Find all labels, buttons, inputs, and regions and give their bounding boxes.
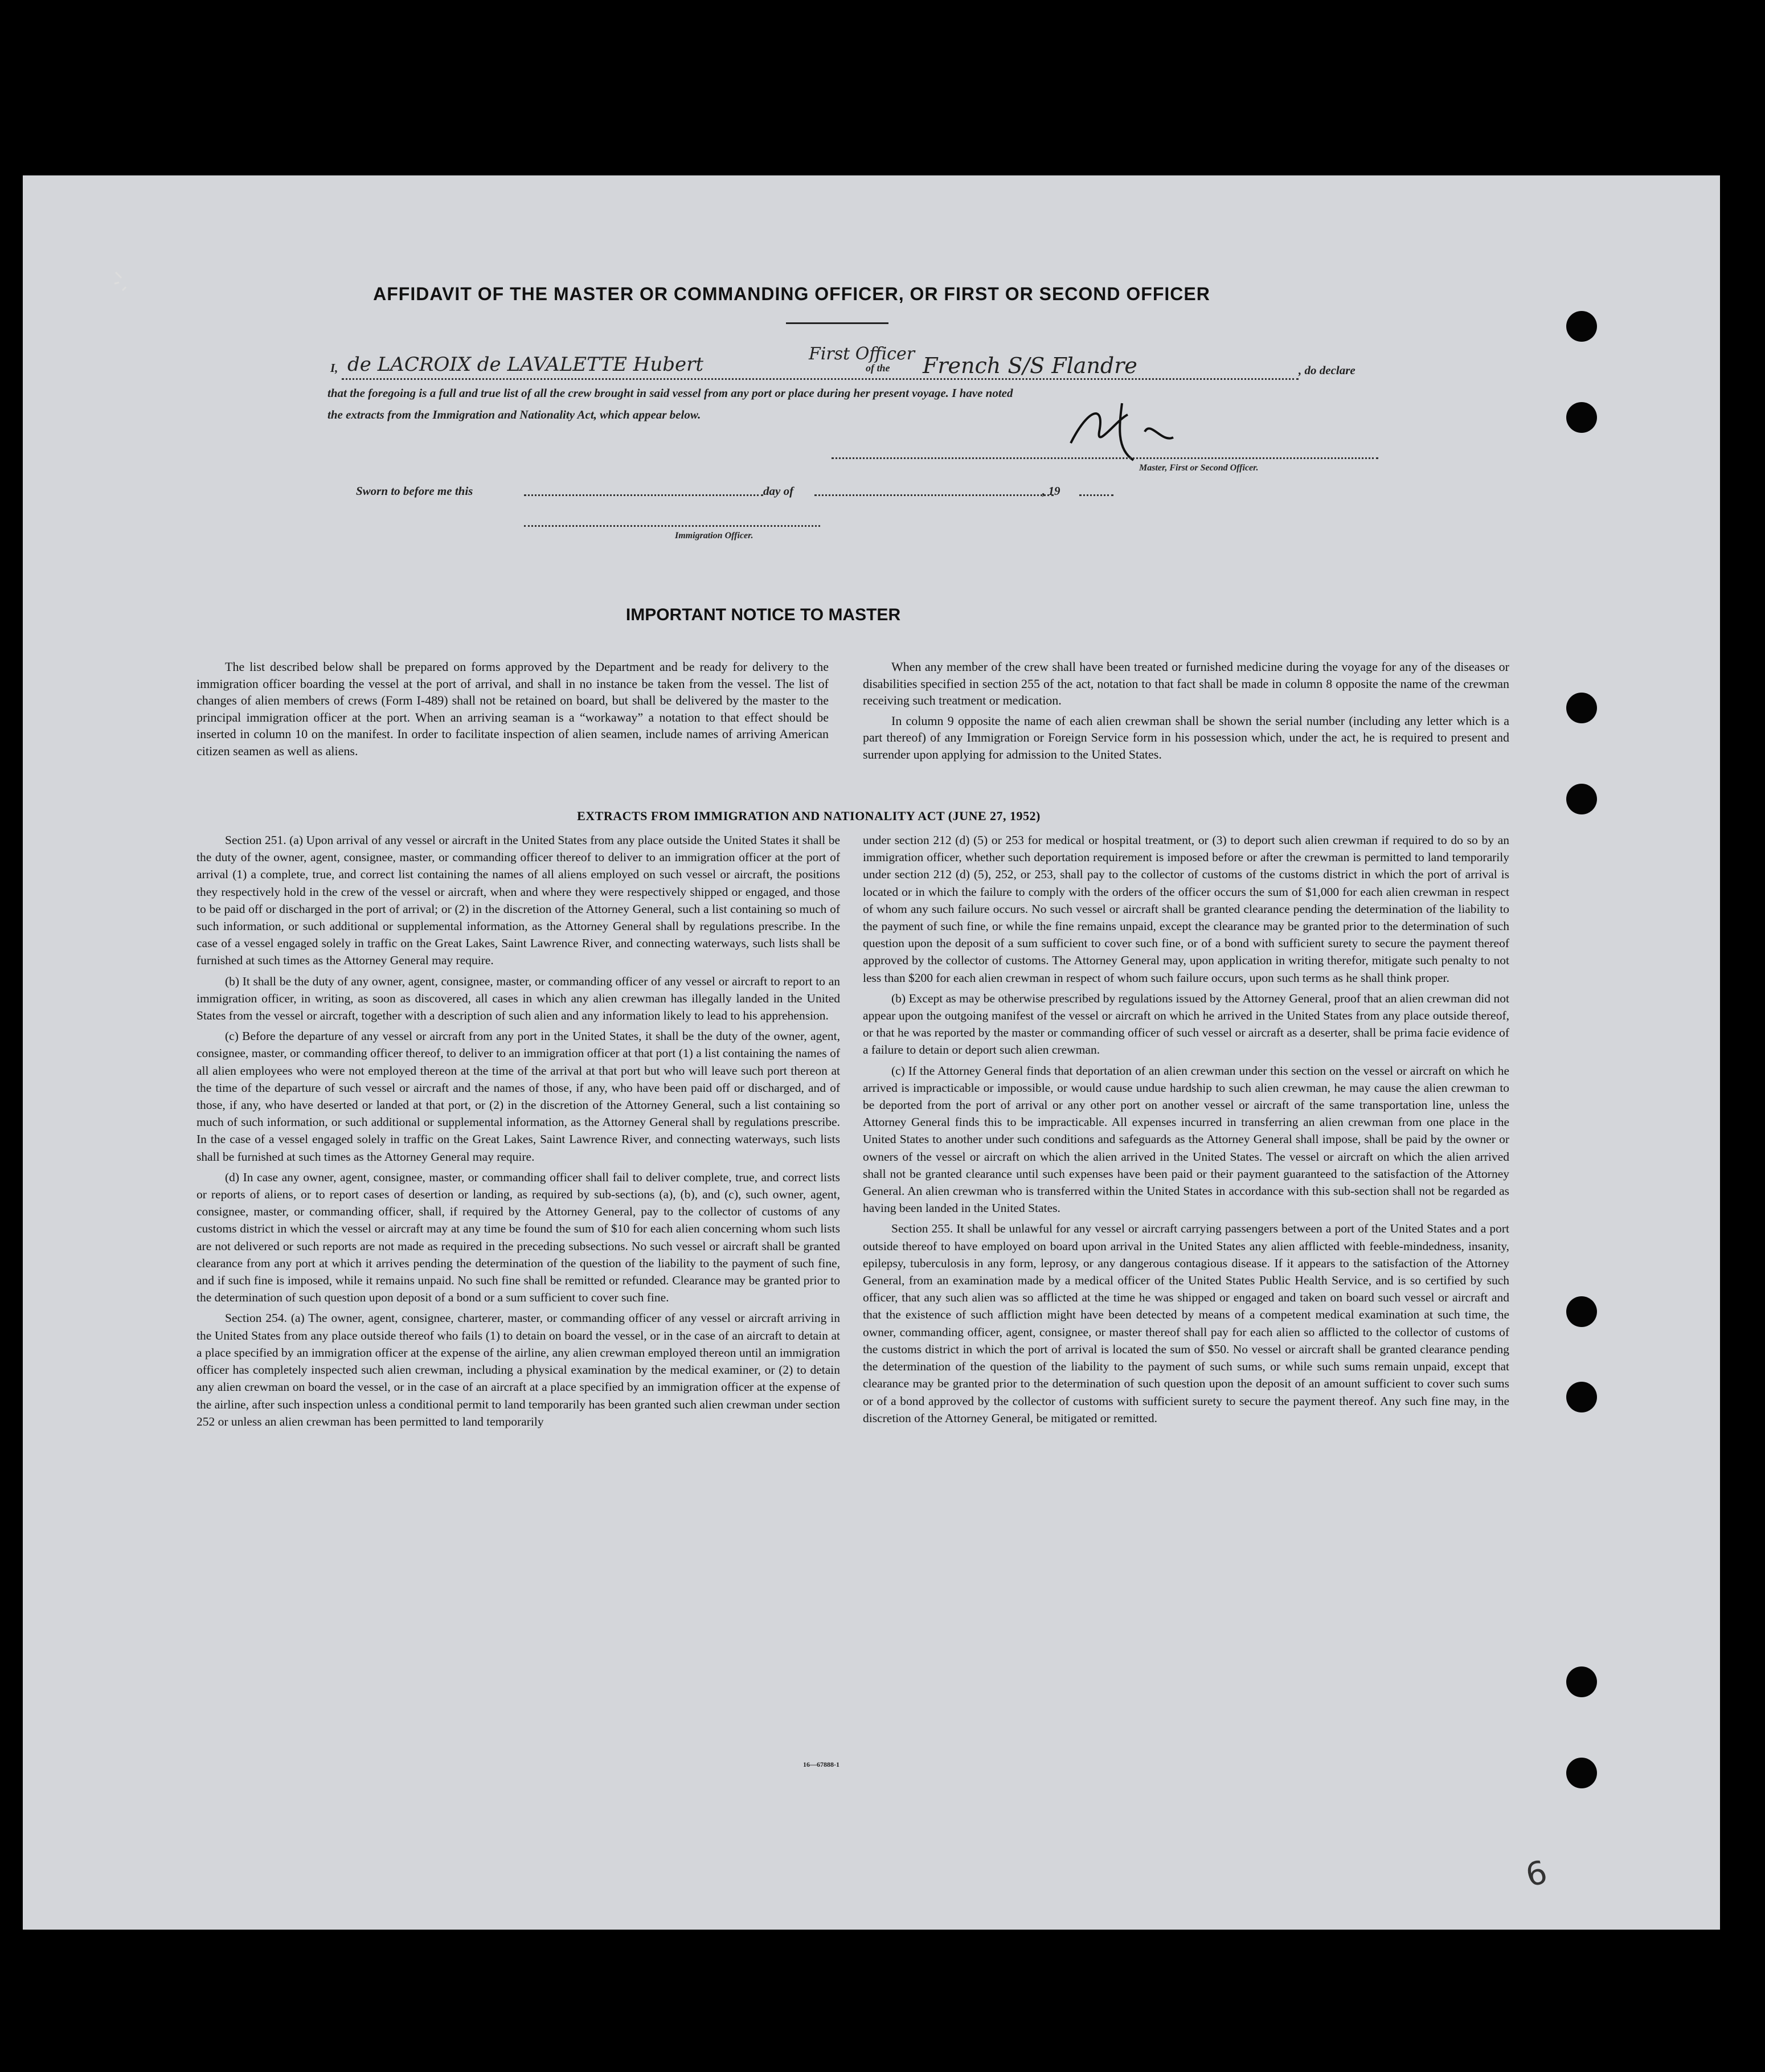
notice-right-paragraph-2: In column 9 opposite the name of each alien crewman shall be shown the serial number (including any letter which is a part thereof) of any Immigration or Foreign Service form in his possession which, under the act, he is required to present and surrender upon applying for admission to the United States. [863, 713, 1509, 761]
immigration-officer-caption: Immigration Officer. [675, 531, 753, 540]
year-dotted-line [1079, 494, 1113, 496]
signature-caption: Master, First or Second Officer. [1139, 463, 1259, 473]
notice-title: IMPORTANT NOTICE TO MASTER [625, 605, 901, 624]
signature-line [832, 457, 1378, 459]
declaration-text-2: the extracts from the Immigration and Nationality Act, which appear below. [327, 408, 701, 421]
declaration-dotted-line [342, 378, 1299, 380]
notice-right-paragraph-1: When any member of the crew shall have been treated or furnished medicine during the voyage for any of the diseases or disabilities specified in section 255 of the act, notation to that fact shall be made in column 8 opposite the name of the crewman receiving such treatment or medication. [863, 660, 1509, 707]
year-label: , 19 [1042, 484, 1060, 498]
declaration-line [330, 344, 1384, 383]
form-number: 16—67888-1 [803, 1760, 839, 1768]
handwritten-page-number: 6 [1522, 1853, 1551, 1895]
extract-paragraph: Section 255. It shall be unlawful for any vessel or aircraft carrying passengers between a port of the United States and a port outside thereof to have employed on board upon arrival in the United States any alien afflicted with feeble-mindedness, insanity, epilepsy, tuberculosis in any form, leprosy, or any dangerous contagious disease. If it appears to the satisfaction of the Attorney General, from an examination made by a medical officer of the United States Public Health Service, and is so certified by such officer, that any such alien was so afflicted at the time he was shipped or engaged and taken on board such vessel or aircraft and that the existence of such affliction might have been detected by means of a competent medical examination at such time, the owner, commanding officer, agent, consignee, or master thereof shall pay for each alien so afflicted to the collector of customs of the customs district in which the port of arrival is located the sum of $50. No vessel or aircraft shall be granted clearance pending the determination of the question of the liability to the payment of such sums, or while such sums remain unpaid, except that clearance may be granted prior to the determination of such question upon the deposit of an amount sufficient to cover such sums or of a bond approved by the collector of customs with sufficient surety to secure the payment thereof. Any such fine may, in the discretion of the Attorney General, be mitigated or remitted. [863, 1222, 1509, 1425]
punch-hole [1566, 402, 1597, 433]
immigration-officer-line [524, 525, 820, 527]
affidavit-title: AFFIDAVIT OF THE MASTER OR COMMANDING OFFICER, OR FIRST OR SECOND OFFICER [373, 284, 1210, 304]
corner-mark [111, 268, 134, 296]
sworn-label: Sworn to before me this [356, 484, 473, 498]
declaration-text-1: that the foregoing is a full and true list of all the crew brought in said vessel from any port or place during her present voyage. I have noted [327, 386, 1013, 400]
title-rule [786, 322, 888, 324]
notice-left-column [196, 658, 829, 759]
extract-paragraph: (d) In case any owner, agent, consignee, master, or commanding officer shall fail to deliver complete, true, and correct lists or reports of aliens, or to report cases of desertion or landing, as required by sub-sections (a), (b), and (c), such owner, agent, consignee, master, or commanding officer, shall, if required by the Attorney General, pay to the collector of customs of any customs district in which the vessel or aircraft may at any time be found the sum of $10 for each alien concerning whom such lists are not delivered or such reports are not made as required in the preceding subsections. No such vessel or aircraft shall be granted clearance from any port at which it arrives pending the determination of the question of the liability to the payment of such fine, and if such fine is imposed, while it remains unpaid. No such fine shall be remitted or refunded. Clearance may be granted prior to the determination of such question upon deposit of a bond or a sum sufficient to cover such fine. [196, 1170, 840, 1305]
extract-paragraph: (c) If the Attorney General finds that deportation of an alien crewman under this section on the vessel or aircraft on which he arrived is impracticable or impossible, or would cause undue hardship to such alien crewman, he may cause the alien crewman to be deported from the port of arrival or any other port on another vessel or aircraft of the same transportation line, unless the Attorney General finds this to be impracticable. All expenses incurred in transferring an alien crewman from one place in the United States to another under such conditions and safeguards as the Attorney General shall impose, shall be paid by the owner or owners of the vessel or aircraft on which the alien arrived in the United States. The vessel or aircraft on which the alien arrived shall not be granted clearance until such expenses have been paid or their payment guaranteed to the satisfaction of the Attorney General. An alien crewman who is transferred within the United States in accordance with this sub-section shall not be regarded as having been landed in the United States. [863, 1063, 1509, 1215]
day-dotted-line [814, 494, 1054, 496]
day-of-label: day of [763, 484, 794, 498]
notice-right-column [863, 658, 1509, 763]
handwritten-name: de LACROIX de LAVALETTE Hubert [347, 353, 704, 376]
handwritten-rank: First Officer [809, 344, 915, 364]
affidavit-sheet [23, 175, 1720, 1930]
do-declare-label: , do declare [1299, 363, 1356, 377]
extract-paragraph: (b) It shall be the duty of any owner, agent, consignee, master, or commanding officer of any vessel or aircraft to report to an immigration officer, in writing, as soon as discovered, all cases in which any alien crewman has illegally landed in the United States from the vessel or aircraft, together with a description of such alien and any information likely to lead to his apprehension. [196, 974, 840, 1023]
punch-hole [1566, 311, 1597, 342]
notice-left-paragraph: The list described below shall be prepared on forms approved by the Department and be ready for delivery to the immigration officer boarding the vessel at the port of arrival, and shall in no instance be taken from the vessel. The list of changes of alien members of crews (Form I-489) shall not be retained on board, but shall be delivered by the master to the principal immigration officer at the port. When an arriving seaman is a “workaway” a notation to that effect should be inserted in column 10 on the manifest. In order to facilitate inspection of alien seamen, include names of arriving American citizen seamen as well as aliens. [196, 660, 829, 758]
extracts-left-column [196, 832, 840, 1430]
officer-signature [1065, 398, 1190, 466]
extract-paragraph: under section 212 (d) (5) or 253 for medical or hospital treatment, or (3) to deport such alien crewman if required to do so by an immigration officer, whether such deportation requirement is imposed before or after the crewman is permitted to land temporarily under section 212 (d) (5), 252, or 253, shall pay to the collector of customs of the customs district in which the port of arrival is located or in which the failure to comply with the orders of the officer occurs the sum of $1,000 for each alien crewman in respect of whom any such failure occurs. No such vessel or aircraft shall be granted clearance pending the determination of the liability to the payment of such fine, or while the fine remains unpaid, except the clearance may be granted prior to the determination of such question upon the deposit of a sum sufficient to cover such fine, or of a bond with sufficient surety to secure the payment thereof approved by the collector of customs. The Attorney General may, upon application in writing therefor, mitigate such penalty to not less than $200 for each alien crewman in respect of whom such failure occurs, upon such terms as he shall think proper. [863, 833, 1509, 985]
declaration-prefix: I, [330, 361, 338, 375]
sworn-dotted-line [524, 494, 763, 496]
extract-paragraph: Section 254. (a) The owner, agent, consignee, charterer, master, or commanding officer of any vessel or aircraft arriving in the United States from any place outside thereof who fails (1) to detain on board the vessel, or in the case of an aircraft to detain at a place specified by an immigration officer at the expense of the airline, any alien crewman employed thereon until an immigration officer has completely inspected such alien crewman, including a physical examination by the medical examiner, or (2) to detain any alien crewman on board the vessel, or in the case of an aircraft at a place specified by an immigration officer at the expense of the airline, after such inspection unless a conditional permit to land temporarily has been granted such alien crewman under section 252 or unless an alien crewman has been permitted to land temporarily [196, 1311, 840, 1428]
extracts-title: EXTRACTS FROM IMMIGRATION AND NATIONALITY ACT (JUNE 27, 1952) [577, 809, 1041, 823]
of-the-label: of the [866, 362, 890, 374]
handwritten-vessel: French S/S Flandre [923, 353, 1137, 378]
extracts-right-column [863, 832, 1509, 1427]
extract-paragraph: (b) Except as may be otherwise prescribed by regulations issued by the Attorney General, proof that an alien crewman did not appear upon the outgoing manifest of the vessel or aircraft on which he arrived in the United States from any place outside thereof, or that he was reported by the master or commanding officer of such vessel or aircraft as a deserter, shall be prima facie evidence of a failure to detain or deport such alien crewman. [863, 991, 1509, 1057]
extract-paragraph: Section 251. (a) Upon arrival of any vessel or aircraft in the United States from any place outside the United States it shall be the duty of the owner, agent, consignee, master, or commanding officer thereof to deliver to an immigration officer at the port of arrival (1) a complete, true, and correct list containing the names of all aliens employed on such vessel or aircraft, the positions they respectively hold in the crew of the vessel or aircraft, when and where they were respectively shipped or engaged, and those to be paid off or discharged in the port of arrival; or (2) in the discretion of the Attorney General, such a list containing so much of such information, or such additional or supplemental information, as the Attorney General shall by regulations prescribe. In the case of a vessel engaged solely in traffic on the Great Lakes, Saint Lawrence River, and connecting waterways, such lists shall be furnished at such times as the Attorney General may require. [196, 833, 840, 968]
extract-paragraph: (c) Before the departure of any vessel or aircraft from any port in the United States, it shall be the duty of the owner, agent, consignee, master, or commanding officer thereof, to deliver to an immigration officer at that port (1) a list containing the names of all alien employees who were not employed thereon at the time of the arrival at that port but who will leave such port thereon at the time of the departure of such vessel or aircraft and the names of those, if any, who have been paid off or discharged, and of those, if any, who have deserted or landed at that port, or (2) in the discretion of the Attorney General, such a list containing so much of such information, or such additional or supplemental information, as the Attorney General shall by regulations prescribe. In the case of a vessel engaged solely in traffic on the Great Lakes, Saint Lawrence River, and connecting waterways, such lists shall be furnished at such times as the Attorney General may require. [196, 1029, 840, 1164]
